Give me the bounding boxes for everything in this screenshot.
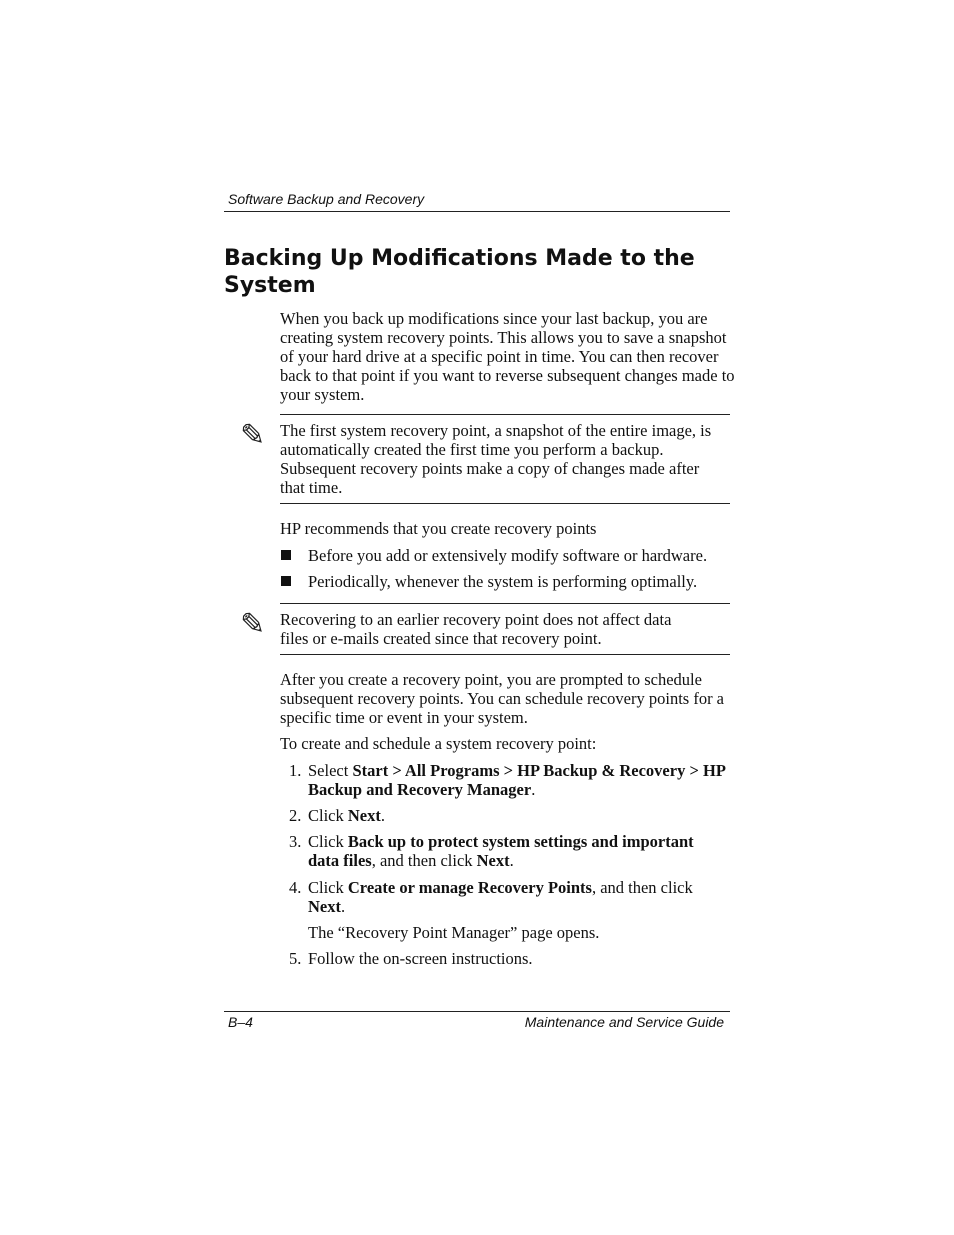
step-number: 2.	[289, 806, 302, 825]
step-text-plain: Click	[308, 806, 348, 825]
pencil-note-icon: ✎	[240, 418, 266, 453]
button-name: Next	[308, 897, 341, 916]
step-4-text	[308, 878, 723, 916]
step-text-plain: Select	[308, 761, 353, 780]
step-text-plain: , and then click	[591, 878, 693, 897]
step-number: 3.	[289, 832, 302, 851]
step-text-plain: .	[509, 851, 514, 870]
step-text-plain: .	[531, 780, 536, 799]
step-3-text	[308, 832, 723, 870]
step-text-plain: , and then click	[371, 851, 477, 870]
section-title: Backing Up Modifications Made to the System	[224, 246, 695, 298]
bullet-square-icon	[281, 576, 291, 586]
step-text-plain: .	[380, 806, 385, 825]
note2-bottom-rule	[280, 654, 730, 655]
step-2-text	[308, 806, 738, 825]
step-text-plain: Click	[308, 878, 348, 897]
step-number: 4.	[289, 878, 302, 897]
bullet-square-icon	[281, 550, 291, 560]
note2-top-rule	[280, 603, 730, 604]
option-name: Create or manage Recovery Points	[347, 878, 592, 897]
step-text-plain: Click	[308, 832, 348, 851]
pencil-note-icon: ✎	[240, 607, 266, 642]
step-1-text	[308, 761, 728, 799]
page-number: B–4	[228, 1014, 253, 1030]
button-name: Next	[347, 806, 381, 825]
step-text-plain: .	[340, 897, 346, 916]
bullet-item: Periodically, whenever the system is performing optimally.	[308, 572, 698, 591]
note1-text: The first system recovery point, a snapshot of the entire image, is automatically created the first time you perform a backup. Subsequent recovery points make a copy of changes made after that time.	[280, 421, 712, 497]
guide-title: Maintenance and Service Guide	[524, 1014, 724, 1030]
step-4-result: The “Recovery Point Manager” page opens.	[308, 923, 600, 942]
step-number: 1.	[289, 761, 302, 780]
note1-bottom-rule	[280, 503, 730, 504]
option-name: Back up to protect system settings and important data files	[308, 832, 694, 870]
steps-intro: To create and schedule a system recovery point:	[280, 734, 597, 753]
footer-rule	[224, 1011, 730, 1012]
bullet-item: Before you add or extensively modify software or hardware.	[308, 546, 708, 565]
header-rule	[224, 211, 730, 212]
running-header: Software Backup and Recovery	[228, 191, 425, 207]
button-name: Next	[476, 851, 510, 870]
intro-paragraph: When you back up modifications since your last backup, you are creating system recovery points. This allows you to save a snapshot of your hard drive at a specific point in time. You can then recover back to that point if you want to reverse subsequent changes made to your system.	[280, 309, 735, 404]
step-number: 5.	[289, 949, 302, 968]
note1-top-rule	[280, 414, 730, 415]
note2-text: Recovering to an earlier recovery point does not affect data files or e-mails created since that recovery point.	[280, 610, 672, 648]
recommend-intro: HP recommends that you create recovery points	[280, 519, 597, 538]
step-5-text: Follow the on-screen instructions.	[308, 949, 533, 968]
menu-path: Start > All Programs > HP Backup & Recovery > HP Backup and Recovery Manager	[308, 761, 725, 799]
after-paragraph: After you create a recovery point, you are prompted to schedule subsequent recovery points. You can schedule recovery points for a specific time or event in your system.	[280, 670, 725, 727]
